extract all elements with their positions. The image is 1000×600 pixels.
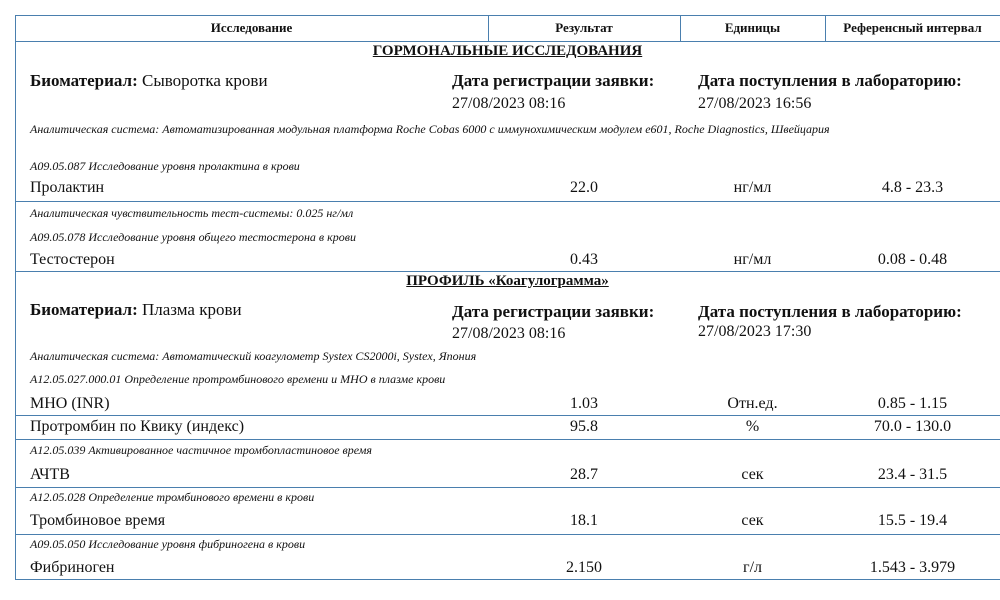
row-divider	[15, 487, 1000, 488]
arrival-date-value: 27/08/2023 17:30	[698, 323, 812, 340]
row-divider	[15, 439, 1000, 440]
test-code: A12.05.028 Определение тромбинового времени в крови	[30, 490, 315, 504]
result-value: 95.8	[570, 418, 598, 435]
header-units: Единицы	[724, 20, 781, 35]
registration-date-value: 27/08/2023 08:16	[452, 95, 566, 112]
test-code: A09.05.050 Исследование уровня фибриногена в крови	[30, 537, 306, 551]
row-divider	[15, 415, 1000, 416]
section-divider	[15, 271, 1000, 272]
row-divider	[15, 534, 1000, 535]
test-name-aptt: АЧТВ	[30, 466, 70, 483]
header-bottom-border	[15, 41, 1000, 42]
reference-value: 0.08 - 0.48	[877, 251, 948, 268]
registration-date-label: Дата регистрации заявки:	[452, 302, 655, 321]
units-value: сек	[741, 512, 764, 529]
result-value: 28.7	[570, 466, 598, 483]
biomaterial-value: Плазма крови	[141, 300, 242, 319]
test-name-quick-prothrombin: Протромбин по Квику (индекс)	[30, 418, 245, 435]
biomaterial	[30, 71, 268, 91]
result-value: 2.150	[566, 559, 602, 576]
header-study: Исследование	[210, 20, 293, 35]
section-title-coagulogram: ПРОФИЛЬ «Коагулограмма»	[406, 273, 609, 289]
units-value: сек	[741, 466, 764, 483]
reference-value: 23.4 - 31.5	[877, 466, 948, 483]
biomaterial-value: Сыворотка крови	[141, 71, 268, 90]
header-result: Результат	[555, 20, 613, 35]
result-value: 1.03	[570, 395, 598, 412]
biomaterial	[30, 300, 242, 320]
lab-report	[15, 15, 1000, 580]
test-code: A09.05.078 Исследование уровня общего тестостерона в крови	[30, 230, 356, 244]
biomaterial-label: Биоматериал:	[30, 300, 138, 319]
reference-value: 15.5 - 19.4	[877, 512, 948, 529]
reference-value: 4.8 - 23.3	[881, 179, 944, 196]
row-divider	[15, 201, 1000, 202]
reference-value: 0.85 - 1.15	[877, 395, 948, 412]
arrival-date-label: Дата поступления в лабораторию:	[698, 302, 962, 321]
result-value: 18.1	[570, 512, 598, 529]
test-name-fibrinogen: Фибриноген	[30, 559, 115, 576]
arrival-date-label: Дата поступления в лабораторию:	[698, 71, 962, 90]
reference-value: 70.0 - 130.0	[873, 418, 952, 435]
result-value: 0.43	[570, 251, 598, 268]
units-value: г/л	[743, 559, 762, 576]
analytical-system-note: Аналитическая система: Автоматический коагулометр Systex CS2000i, Systex, Япония	[30, 349, 477, 363]
test-name-testosterone: Тестостерон	[30, 251, 115, 268]
section-title-hormones: ГОРМОНАЛЬНЫЕ ИССЛЕДОВАНИЯ	[372, 43, 643, 59]
biomaterial-label: Биоматериал:	[30, 71, 138, 90]
result-value: 22.0	[570, 179, 598, 196]
table-left-border	[15, 15, 16, 580]
analytical-system-note: Аналитическая система: Автоматизированная модульная платформа Roche Cobas 6000 с иммунохимическим модулем e601, Roche Diagnostics, Швейцария	[30, 122, 830, 136]
test-code: A09.05.087 Исследование уровня пролактина в крови	[30, 159, 300, 173]
arrival-date-value: 27/08/2023 16:56	[698, 95, 812, 112]
units-value: Отн.ед.	[727, 395, 778, 412]
units-value: нг/мл	[733, 251, 772, 268]
test-name-prolactin: Пролактин	[30, 179, 105, 196]
registration-date-label: Дата регистрации заявки:	[452, 71, 655, 90]
test-code: A12.05.027.000.01 Определение протромбинового времени и МНО в плазме крови	[30, 372, 446, 386]
table-bottom-border	[15, 579, 1000, 580]
reference-value: 1.543 - 3.979	[869, 559, 956, 576]
test-name-inr: МНО (INR)	[30, 395, 110, 412]
header-reference: Референсный интервал	[843, 20, 982, 35]
test-code: A12.05.039 Активированное частичное тромбопластиновое время	[30, 443, 372, 457]
units-value: %	[745, 418, 760, 435]
registration-date-value: 27/08/2023 08:16	[452, 325, 566, 342]
test-name-thrombin-time: Тромбиновое время	[30, 512, 166, 529]
sensitivity-note: Аналитическая чувствительность тест-системы: 0.025 нг/мл	[30, 206, 354, 220]
units-value: нг/мл	[733, 179, 772, 196]
